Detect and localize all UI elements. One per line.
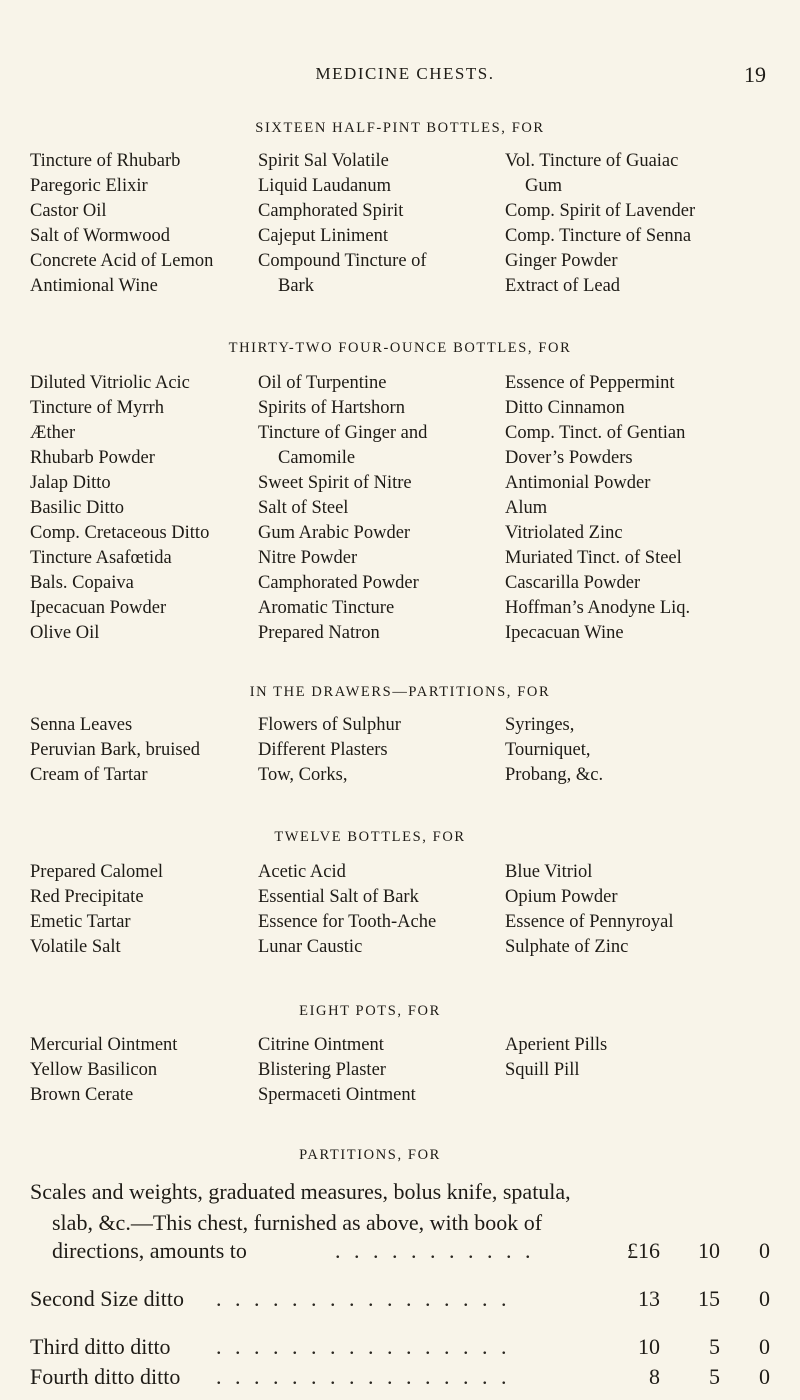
price-label: directions, amounts to xyxy=(52,1238,247,1263)
list-item: Ginger Powder xyxy=(505,251,618,271)
eight-pots-column-1 xyxy=(30,1033,177,1108)
leader-dots: . . . . . . . . . . . . . . . . xyxy=(216,1334,511,1359)
list-item: Compound Tincture of xyxy=(258,251,427,271)
price-row-first-size xyxy=(30,1238,770,1270)
list-item: Jalap Ditto xyxy=(30,473,111,493)
twelve-bottles-column-1 xyxy=(30,860,163,960)
list-item: Camphorated Spirit xyxy=(258,201,404,221)
list-item: Tincture of Rhubarb xyxy=(30,151,181,171)
list-item: Gum Arabic Powder xyxy=(258,523,411,543)
list-item: Volatile Salt xyxy=(30,937,121,957)
drawers-column-3 xyxy=(505,713,603,788)
eight-pots-column-2 xyxy=(258,1033,416,1108)
list-item: Castor Oil xyxy=(30,201,107,221)
list-item: Concrete Acid of Lemon xyxy=(30,251,214,271)
list-item: Essential Salt of Bark xyxy=(258,887,419,907)
list-item: Alum xyxy=(505,498,548,518)
half-pint-column-1 xyxy=(30,149,213,299)
running-title: MEDICINE CHESTS. xyxy=(315,64,495,83)
list-item: Cajeput Liniment xyxy=(258,226,388,246)
list-item: Senna Leaves xyxy=(30,715,133,735)
list-item: Blue Vitriol xyxy=(505,862,593,882)
list-item: Mercurial Ointment xyxy=(30,1035,178,1055)
list-item: Cascarilla Powder xyxy=(505,573,641,593)
drawers-column-1 xyxy=(30,713,200,788)
price-row-fourth-size xyxy=(30,1364,770,1396)
price-pounds: 13 xyxy=(638,1286,660,1311)
list-item: Muriated Tinct. of Steel xyxy=(505,548,682,568)
list-item: Vol. Tincture of Guaiac xyxy=(505,151,679,171)
list-item: Acetic Acid xyxy=(258,862,346,882)
list-item: Salt of Steel xyxy=(258,498,349,518)
list-item: Diluted Vitriolic Acic xyxy=(30,373,190,393)
list-item: Prepared Calomel xyxy=(30,862,164,882)
list-item: Comp. Spirit of Lavender xyxy=(505,201,696,221)
half-pint-column-3 xyxy=(505,149,695,299)
paragraph-line: Scales and weights, graduated measures, bolus knife, spatula, xyxy=(30,1179,571,1204)
price-shillings: 5 xyxy=(709,1334,720,1359)
list-item: Comp. Tinct. of Gentian xyxy=(505,423,686,443)
price-shillings: 15 xyxy=(698,1286,720,1311)
list-item: Emetic Tartar xyxy=(30,912,131,932)
list-item: Tincture Asafœtida xyxy=(30,548,172,568)
list-item: Antimonial Powder xyxy=(505,473,651,493)
list-item: Essence of Peppermint xyxy=(505,373,675,393)
list-item: Tincture of Ginger and xyxy=(258,423,428,443)
list-item: Bark xyxy=(278,276,314,296)
paragraph-line: slab, &c.—This chest, furnished as above, with book of xyxy=(52,1210,543,1235)
four-ounce-column-3 xyxy=(505,371,690,646)
list-item: Comp. Tincture of Senna xyxy=(505,226,692,246)
list-item: Bals. Copaiva xyxy=(30,573,134,593)
list-item: Paregoric Elixir xyxy=(30,176,148,196)
price-shillings: 5 xyxy=(709,1364,720,1389)
list-item: Syringes, xyxy=(505,715,575,735)
section-heading-four-ounce-bottles: THIRTY-TWO FOUR-OUNCE BOTTLES, FOR xyxy=(228,340,572,356)
list-item: Yellow Basilicon xyxy=(30,1060,158,1080)
running-head xyxy=(0,62,800,92)
four-ounce-column-1 xyxy=(30,371,209,646)
list-item: Ipecacuan Wine xyxy=(505,623,624,643)
list-item: Camphorated Powder xyxy=(258,573,419,593)
list-item: Comp. Cretaceous Ditto xyxy=(30,523,210,543)
price-row-second-size xyxy=(30,1286,770,1318)
list-item: Oil of Turpentine xyxy=(258,373,387,393)
four-ounce-column-2 xyxy=(258,371,427,646)
list-item: Olive Oil xyxy=(30,623,100,643)
list-item: Sulphate of Zinc xyxy=(505,937,629,957)
price-pounds: 10 xyxy=(638,1334,660,1359)
list-item: Essence of Pennyroyal xyxy=(505,912,674,932)
list-item: Spirit Sal Volatile xyxy=(258,151,389,171)
price-pence: 0 xyxy=(759,1334,770,1359)
price-pence: 0 xyxy=(759,1238,770,1263)
section-heading-eight-pots: EIGHT POTS, FOR xyxy=(299,1003,441,1019)
list-item: Ipecacuan Powder xyxy=(30,598,167,618)
list-item: Probang, &c. xyxy=(505,765,604,785)
list-item: Spirits of Hartshorn xyxy=(258,398,405,418)
list-item: Æther xyxy=(30,423,76,443)
list-item: Dover’s Powders xyxy=(505,448,633,468)
section-heading-half-pint-bottles: SIXTEEN HALF-PINT BOTTLES, FOR xyxy=(255,120,545,136)
section-heading-drawers-partitions: IN THE DRAWERS—PARTITIONS, FOR xyxy=(249,684,551,700)
list-item: Gum xyxy=(525,176,562,196)
twelve-bottles-column-3 xyxy=(505,860,674,960)
list-item: Nitre Powder xyxy=(258,548,358,568)
list-item: Rhubarb Powder xyxy=(30,448,155,468)
price-shillings: 10 xyxy=(698,1238,720,1263)
list-item: Cream of Tartar xyxy=(30,765,148,785)
price-pence: 0 xyxy=(759,1364,770,1389)
list-item: Salt of Wormwood xyxy=(30,226,170,246)
list-item: Hoffman’s Anodyne Liq. xyxy=(505,598,691,618)
list-item: Blistering Plaster xyxy=(258,1060,386,1080)
list-item: Different Plasters xyxy=(258,740,388,760)
leader-dots: . . . . . . . . . . . . . . . . xyxy=(216,1364,511,1389)
price-label: Third ditto ditto xyxy=(30,1334,171,1359)
price-pounds: £16 xyxy=(627,1238,660,1263)
leader-dots: . . . . . . . . . . . . . . . . xyxy=(216,1286,511,1311)
partitions-paragraph xyxy=(30,1176,770,1238)
section-heading-partitions: PARTITIONS, FOR xyxy=(299,1147,441,1163)
list-item: Tincture of Myrrh xyxy=(30,398,164,418)
list-item: Antimional Wine xyxy=(30,276,158,296)
list-item: Vitriolated Zinc xyxy=(505,523,623,543)
list-item: Extract of Lead xyxy=(505,276,621,296)
twelve-bottles-column-2 xyxy=(258,860,436,960)
page-number: 19 xyxy=(744,62,766,87)
list-item: Squill Pill xyxy=(505,1060,580,1080)
list-item: Sweet Spirit of Nitre xyxy=(258,473,412,493)
drawers-column-2 xyxy=(258,713,401,788)
price-label: Fourth ditto ditto xyxy=(30,1364,181,1389)
list-item: Ditto Cinnamon xyxy=(505,398,625,418)
list-item: Prepared Natron xyxy=(258,623,380,643)
half-pint-column-2 xyxy=(258,149,427,299)
list-item: Lunar Caustic xyxy=(258,937,363,957)
list-item: Tourniquet, xyxy=(505,740,591,760)
list-item: Basilic Ditto xyxy=(30,498,125,518)
list-item: Tow, Corks, xyxy=(258,765,348,785)
price-row-third-size xyxy=(30,1334,770,1366)
list-item: Flowers of Sulphur xyxy=(258,715,401,735)
list-item: Opium Powder xyxy=(505,887,618,907)
list-item: Aromatic Tincture xyxy=(258,598,395,618)
list-item: Camomile xyxy=(278,448,356,468)
leader-dots: . . . . . . . . . . . xyxy=(335,1238,535,1263)
price-pence: 0 xyxy=(759,1286,770,1311)
list-item: Brown Cerate xyxy=(30,1085,134,1105)
list-item: Aperient Pills xyxy=(505,1035,608,1055)
price-label: Second Size ditto xyxy=(30,1286,184,1311)
list-item: Liquid Laudanum xyxy=(258,176,392,196)
list-item: Essence for Tooth-Ache xyxy=(258,912,437,932)
list-item: Citrine Ointment xyxy=(258,1035,384,1055)
list-item: Spermaceti Ointment xyxy=(258,1085,416,1105)
list-item: Red Precipitate xyxy=(30,887,144,907)
eight-pots-column-3 xyxy=(505,1033,607,1083)
list-item: Peruvian Bark, bruised xyxy=(30,740,201,760)
price-pounds: 8 xyxy=(649,1364,660,1389)
section-heading-twelve-bottles: TWELVE BOTTLES, FOR xyxy=(274,829,466,845)
